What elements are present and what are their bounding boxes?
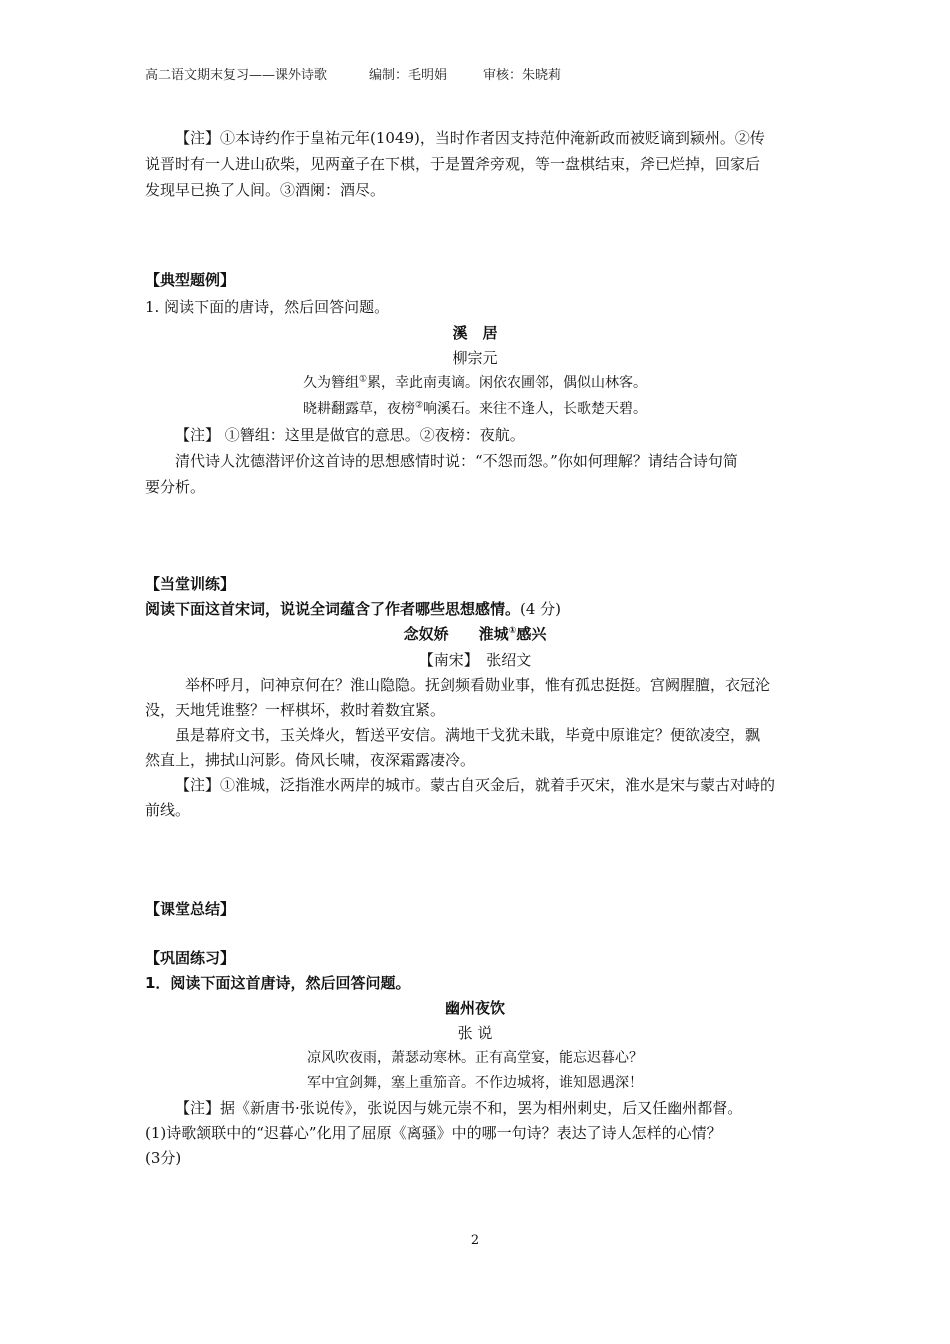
ci-paragraph-1a: 举杯呼月，问神京何在？淮山隐隐。抚剑频看勋业事，惟有孤忠挺挺。宫阙腥膻，衣冠沦: [185, 676, 771, 694]
poem2-verse-2: 军中宜剑舞，塞上重笳音。不作边城将，谁知恩遇深！: [307, 1075, 643, 1091]
poem2-author: 张 说: [457, 1024, 493, 1042]
note-line-3: 发现早已换了人间。③酒阑：酒尽。: [145, 181, 386, 199]
section-heading-practice: 【当堂训练】: [145, 575, 236, 593]
ci-author: 【南宋】 张绍文: [418, 651, 532, 669]
ci-paragraph-1b: 没，天地凭谁整？一枰棋坏，救时着数宜紧。: [145, 701, 446, 719]
ci-title: 念奴娇 淮城①感兴: [403, 625, 547, 643]
footnote-mark: ①: [358, 374, 368, 385]
example-prompt-1: 清代诗人沈德潜评价这首诗的思想感情时说：“不怨而怨。”你如何理解？请结合诗句简: [175, 452, 738, 470]
poem-verse-1: 久为簪组①累，幸此南夷谪。闲依农圃邻，偶似山林客。: [302, 374, 648, 391]
section-heading-summary: 【课堂总结】: [145, 900, 236, 918]
consolidate-q1-line-1: (1)诗歌颔联中的“迟暮心”化用了屈原《离骚》中的哪一句诗？表达了诗人怎样的心情？: [145, 1124, 722, 1142]
section-heading-example: 【典型题例】: [145, 271, 236, 289]
poem-note: 【注】 ①簪组：这里是做官的意思。②夜榜：夜航。: [175, 426, 525, 444]
ci-paragraph-2b: 然直上，拂拭山河影。倚风长啸，夜深霜露凄冷。: [145, 751, 476, 769]
page-header: [145, 66, 561, 86]
footnote-mark: ①: [508, 626, 517, 636]
poem-author: 柳宗元: [452, 349, 498, 367]
poem-verse-2: 晓耕翻露草，夜榜②响溪石。来往不逢人，长歌楚天碧。: [302, 400, 648, 417]
ci-paragraph-2a: 虽是幕府文书，玉关烽火，暂送平安信。满地干戈犹未戢，毕竟中原谁定？便欲凌空，飘: [175, 726, 761, 744]
poem2-verse-1: 凉风吹夜雨，萧瑟动寒林。正有高堂宴，能忘迟暮心？: [307, 1050, 643, 1066]
consolidate-question: 1．阅读下面这首唐诗，然后回答问题。: [145, 974, 411, 992]
practice-question: 阅读下面这首宋词，说说全词蕴含了作者哪些思想感情。(4 分): [145, 600, 562, 618]
page-number: 2: [470, 1233, 480, 1248]
ci-note-a: 【注】①淮城，泛指淮水两岸的城市。蒙古自灭金后，就着手灭宋，淮水是宋与蒙古对峙的: [175, 776, 776, 794]
header-reviewer: 审核：朱晓莉: [483, 68, 562, 83]
footnote-mark: ②: [414, 400, 424, 411]
example-prompt-2: 要分析。: [145, 478, 206, 496]
poem-title: 溪 居: [452, 324, 498, 342]
header-course: 高二语文期末复习——课外诗歌: [145, 68, 328, 83]
poem2-note: 【注】据《新唐书·张说传》，张说因与姚元崇不和，罢为相州刺史，后又任幽州都督。: [175, 1099, 743, 1117]
note-line-1: 【注】①本诗约作于皇祐元年(1049)，当时作者因支持范仲淹新政而被贬谪到颍州。②传: [175, 129, 765, 147]
section-heading-consolidate: 【巩固练习】: [145, 949, 236, 967]
header-editor: 编制：毛明娟: [369, 68, 448, 83]
example-question: 1. 阅读下面的唐诗，然后回答问题。: [145, 298, 390, 316]
note-line-2: 说晋时有一人进山砍柴，见两童子在下棋，于是置斧旁观，等一盘棋结束，斧已烂掉，回家后: [145, 155, 761, 173]
ci-note-b: 前线。: [145, 801, 191, 819]
consolidate-q1-line-2: (3分): [145, 1149, 182, 1167]
poem2-title: 幽州夜饮: [444, 999, 505, 1017]
